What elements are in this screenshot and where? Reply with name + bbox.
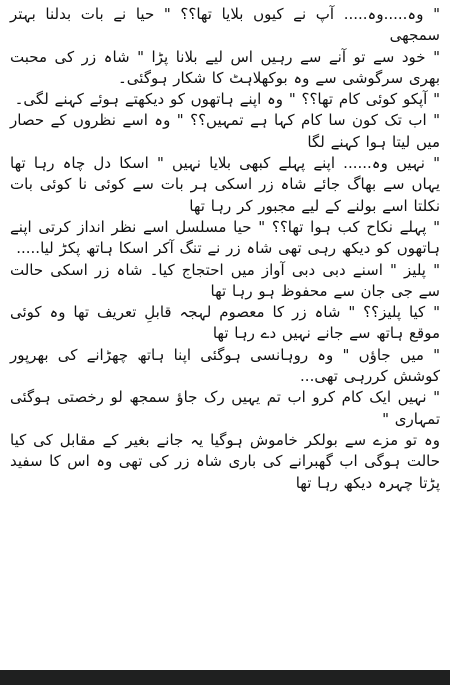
paragraph-3: " آپکو کوئی کام تھا؟؟ " وہ اپنے ہاتھوں کو دیکھتے ہوئے کہنے لگی۔ (14, 90, 440, 109)
paragraph-5: " نہیں وہ...... اپنے پہلے کبھی بلایا نہیں " اسکا دل چاہ رہا تھا یہاں سے بھاگ جائے شاہ زر اسکی ہر بات سے کوئی نا کوئی بات نکلتا اسے بولنے کے لیے مجبور کر رہا تھا (10, 154, 440, 215)
paragraph-1: " وہ.....وہ..... آپ نے کیوں بلایا تھا؟؟ " حیا نے بات بدلنا بہتر سمجھی (10, 5, 440, 45)
paragraph-9: " میں جاؤں " وہ روہانسی ہوگئی اپنا ہاتھ چھڑانے کی بھرپور کوشش کررہی تھی... (10, 345, 440, 386)
paragraph-2: " خود سے تو آنے سے رہیں اس لیے بلانا پڑا " شاہ زر کی محبت بھری سرگوشی سے وہ بوکھلاہٹ کا شکار ہوگئی۔ (10, 47, 440, 87)
paragraph-10: " نہیں ایک کام کرو اب تم یہیں رک جاؤ سمجھ لو رخصتی ہوگئی تمہاری " (10, 388, 440, 428)
bottom-navigation-bar (0, 670, 450, 685)
paragraph-6: " پہلے نکاح کب ہوا تھا؟؟ " حیا مسلسل اسے نظر انداز کرتی اپنے ہاتھوں کو دیکھ رہی تھی شاہ زر نے تنگ آکر اسکا ہاتھ پکڑ لیا..... (10, 217, 440, 258)
paragraph-11: وہ تو مزے سے بولکر خاموش ہوگیا یہ جانے بغیر کے مقابل کی کیا حالت ہوگی اب گھبرانے کی باری شاہ زر کی تھی وہ اس کا سفید پڑتا چہرہ دیکھ رہا تھا (10, 430, 440, 492)
paragraph-4: " اب تک کون سا کام کہا ہے تمہیں؟؟ " وہ اسے نظروں کے حصار میں لیتا ہوا کہنے لگا (10, 111, 440, 151)
paragraph-7: " پلیز " اسنے دبی دبی آواز میں احتجاج کیا۔ شاہ زر اسکی حالت سے جی جان سے محفوظ ہو رہا تھا (10, 260, 440, 300)
paragraph-8: " کیا پلیز؟؟ " شاہ زر کا معصوم لہجہ قابلِ تعریف تھا وہ کوئی موقع ہاتھ سے جانے نہیں دے رہا تھا (10, 303, 440, 343)
